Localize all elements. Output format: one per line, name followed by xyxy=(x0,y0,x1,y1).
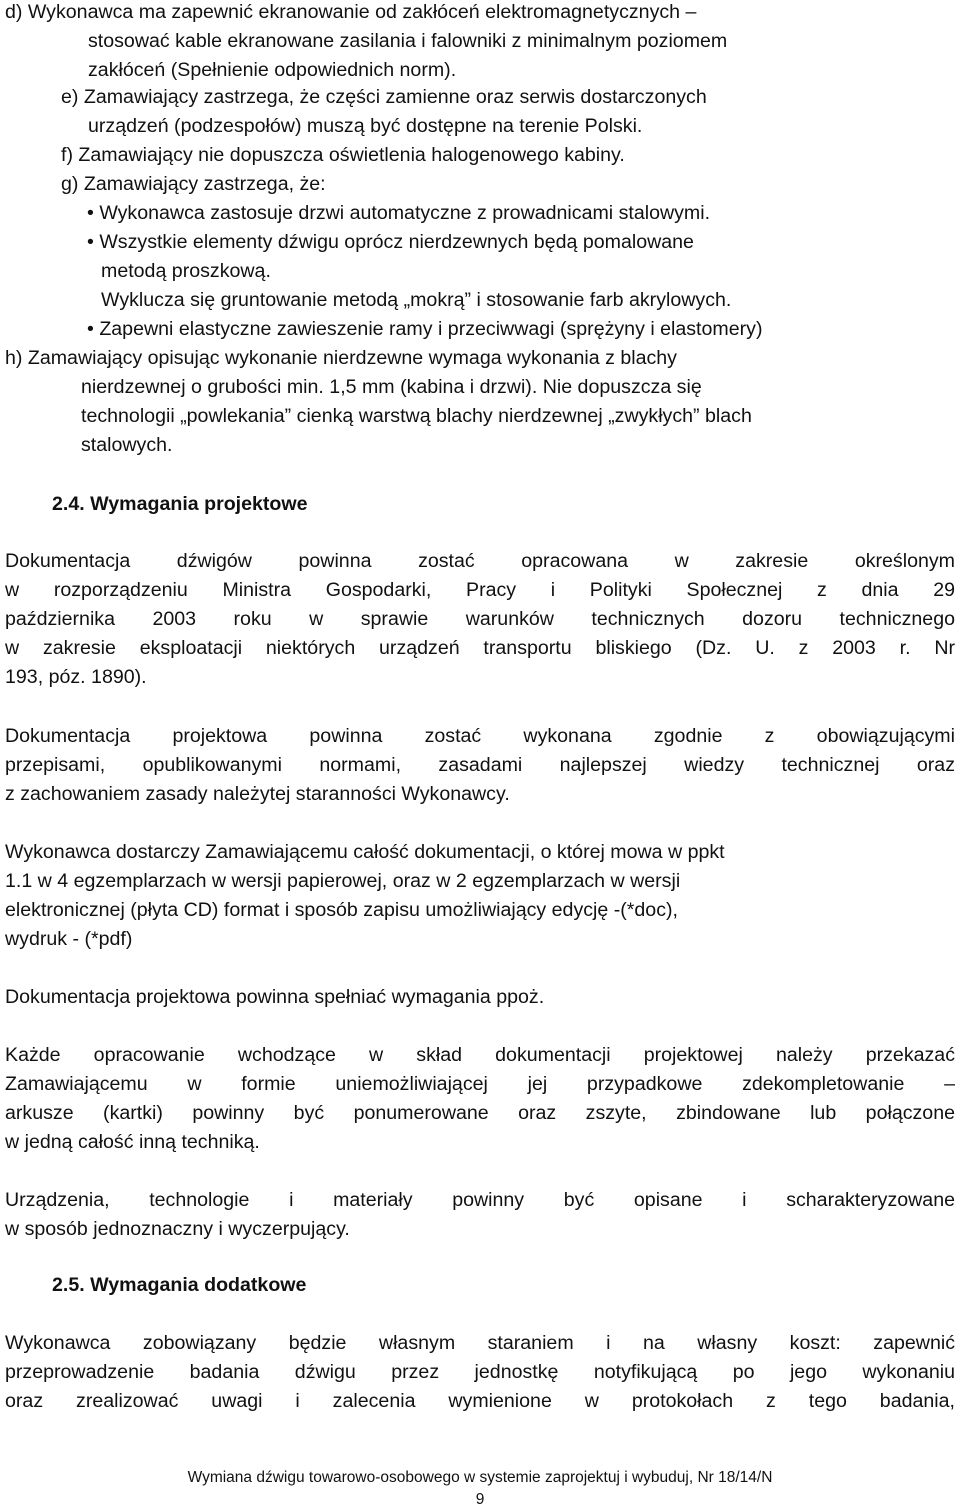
paragraph-line: Wykonawca zobowiązany będzie własnym staraniem i na własny koszt: zapewnić xyxy=(5,1332,955,1354)
bullet-item: • Wszystkie elementy dźwigu oprócz nierdzewnych będą pomalowane xyxy=(87,228,694,257)
paragraph-line: Zamawiającemu w formie uniemożliwiającej jej przypadkowe zdekompletowanie – xyxy=(5,1073,955,1095)
paragraph-line: 1.1 w 4 egzemplarzach w wersji papierowej, oraz w 2 egzemplarzach w wersji xyxy=(5,870,681,892)
paragraph xyxy=(5,1041,955,1157)
text-line: f) Zamawiający nie dopuszcza oświetlenia halogenowego kabiny. xyxy=(61,144,625,166)
text-line: g) Zamawiający zastrzega, że: xyxy=(61,173,326,195)
paragraph xyxy=(5,722,955,809)
paragraph-line: przeprowadzenie badania dźwigu przez jednostkę notyfikującą po jego wykonaniu xyxy=(5,1361,955,1383)
paragraph-line: Dokumentacja projektowa powinna spełniać wymagania ppoż. xyxy=(5,986,545,1008)
text-line: metodą proszkową. xyxy=(101,260,271,282)
bullet-item: • Zapewni elastyczne zawieszenie ramy i przeciwwagi (sprężyny i elastomery) xyxy=(87,315,762,344)
paragraph xyxy=(5,838,955,954)
paragraph-line: przepisami, opublikowanymi normami, zasadami najlepszej wiedzy technicznej oraz xyxy=(5,754,955,776)
paragraph-line: Urządzenia, technologie i materiały powinny być opisane i scharakteryzowane xyxy=(5,1189,955,1211)
paragraph-line: arkusze (kartki) powinny być ponumerowane oraz zszyte, zbindowane lub połączone xyxy=(5,1102,955,1124)
paragraph-line: Dokumentacja dźwigów powinna zostać opracowana w zakresie określonym xyxy=(5,550,955,572)
paragraph xyxy=(5,1329,955,1416)
bullet-item: • Wykonawca zastosuje drzwi automatyczne z prowadnicami stalowymi. xyxy=(87,199,710,228)
section-heading: 2.4. Wymagania projektowe xyxy=(52,493,308,515)
paragraph-line: elektronicznej (płyta CD) format i sposób zapisu umożliwiający edycję -(*doc), xyxy=(5,899,678,921)
text-line: d) Wykonawca ma zapewnić ekranowanie od zakłóceń elektromagnetycznych – xyxy=(5,1,697,23)
text-line: zakłóceń (Spełnienie odpowiednich norm). xyxy=(88,59,457,81)
text-line: h) Zamawiający opisując wykonanie nierdzewne wymaga wykonania z blachy xyxy=(5,347,677,369)
text-line: Wyklucza się gruntowanie metodą „mokrą” i stosowanie farb akrylowych. xyxy=(101,289,732,311)
paragraph-line: Wykonawca dostarczy Zamawiającemu całość dokumentacji, o której mowa w ppkt xyxy=(5,841,725,863)
paragraph-line: w zakresie eksploatacji niektórych urządzeń transportu bliskiego (Dz. U. z 2003 r. Nr xyxy=(5,637,955,659)
paragraph-line: oraz zrealizować uwagi i zalecenia wymienione w protokołach z tego badania, xyxy=(5,1390,955,1412)
paragraph-line: wydruk - (*pdf) xyxy=(5,928,133,950)
paragraph-line: w jedną całość inną techniką. xyxy=(5,1131,260,1153)
text-line: e) Zamawiający zastrzega, że części zamienne oraz serwis dostarczonych xyxy=(61,86,707,108)
section-heading: 2.5. Wymagania dodatkowe xyxy=(52,1274,307,1296)
text-line: nierdzewnej o grubości min. 1,5 mm (kabina i drzwi). Nie dopuszcza się xyxy=(81,376,702,398)
paragraph-line: Każde opracowanie wchodzące w skład dokumentacji projektowej należy przekazać xyxy=(5,1044,955,1066)
paragraph xyxy=(5,1186,955,1244)
paragraph-line: z zachowaniem zasady należytej staranności Wykonawcy. xyxy=(5,783,510,805)
page-number: 9 xyxy=(475,1491,485,1508)
text-line: technologii „powlekania” cienką warstwą blachy nierdzewnej „zwykłych” blach xyxy=(81,405,752,427)
text-line: urządzeń (podzespołów) muszą być dostępne na terenie Polski. xyxy=(88,115,643,137)
paragraph xyxy=(5,547,955,692)
paragraph-line: w rozporządzeniu Ministra Gospodarki, Pracy i Polityki Społecznej z dnia 29 xyxy=(5,579,955,601)
paragraph-line: Dokumentacja projektowa powinna zostać wykonana zgodnie z obowiązującymi xyxy=(5,725,955,747)
footer-title: Wymiana dźwigu towarowo-osobowego w systemie zaprojektuj i wybuduj, Nr 18/14/N xyxy=(187,1469,773,1486)
text-line: stalowych. xyxy=(81,434,173,456)
paragraph-line: października 2003 roku w sprawie warunków technicznych dozoru technicznego xyxy=(5,608,955,630)
text-line: stosować kable ekranowane zasilania i falowniki z minimalnym poziomem xyxy=(88,30,728,52)
paragraph-line: 193, póz. 1890). xyxy=(5,666,147,688)
paragraph xyxy=(5,983,955,1012)
paragraph-line: w sposób jednoznaczny i wyczerpujący. xyxy=(5,1218,350,1240)
